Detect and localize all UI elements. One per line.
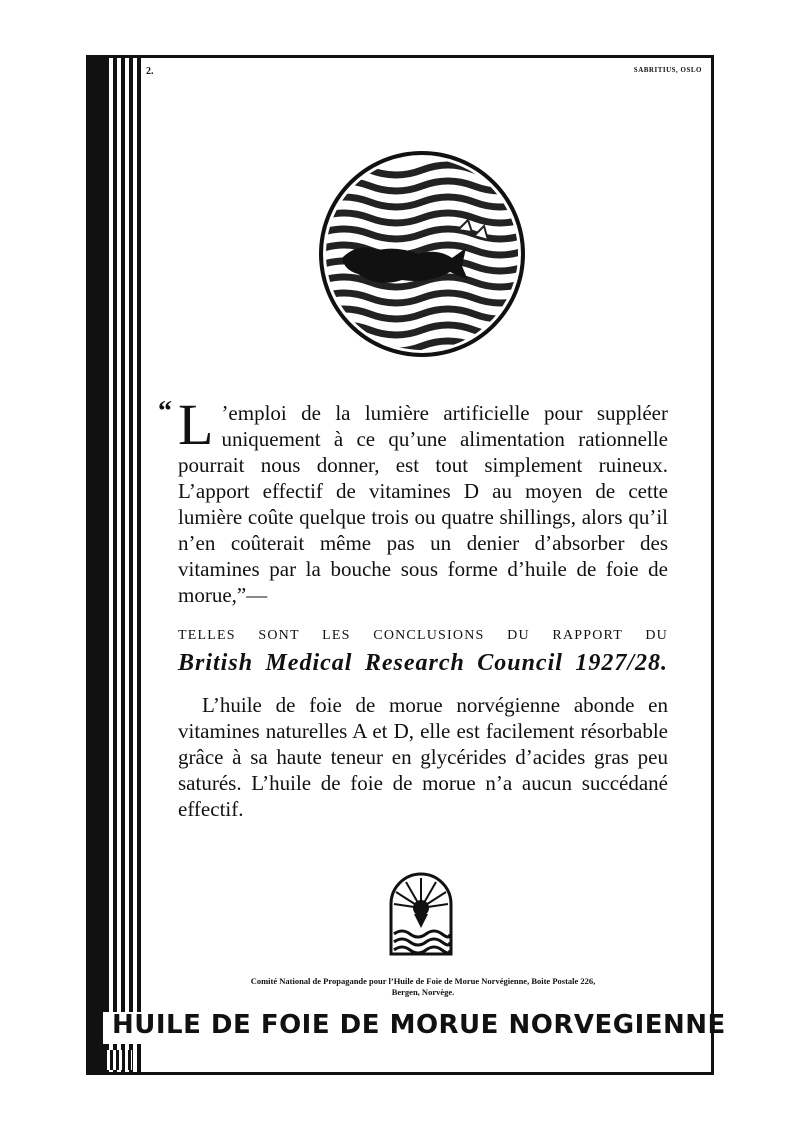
quote-open-mark: “ [158,396,172,427]
product-headline: HUILE DE FOIE DE MORUE NORVEGIENNE [112,1010,726,1040]
agency-credit: SABRITIUS, OSLO [633,66,702,74]
left-stripe-border [89,58,141,1072]
sunburst-waves-logo-icon [388,870,454,956]
quote-paragraph [158,392,668,608]
council-name: British Medical Research Council 1927/28. [178,650,668,676]
body-paragraph: L’huile de foie de morue norvégienne abonde en vitamines naturelles A et D, elle est facilement résorbable grâce à sa haute teneur en glycérides d’acides gras peu saturés. L’huile de foie de morue n’a aucun succédané effectif. [178,693,668,821]
bottom-stripe-ticks [104,1050,132,1070]
quote-text: ’emploi de la lumière artificielle pour suppléer uniquement à ce qu’une alimentation rationnelle pourrait nous donner, est tout simplement ruineux. L’apport effectif de vitamines D au moyen de cette lumière coûte quelque trois ou quatre shillings, alors qu’il n’en coûterait même pas un denier d’absorber des vitamines par la bouche sous forme d’huile de foie de morue,”— [178,401,668,607]
committee-credit [178,976,668,998]
page-number: 2. [146,66,154,77]
wave-fish-emblem-icon [318,150,526,358]
committee-line-1: Comité National de Propagande pour l’Huile de Foie de Morue Norvégienne, Boite Postale 226, [250,976,596,986]
committee-line-2: Bergen, Norvège. [391,987,455,997]
quote-dropcap: L [178,392,214,457]
conclusions-line: TELLES SONT LES CONCLUSIONS DU RAPPORT DU [178,628,668,643]
